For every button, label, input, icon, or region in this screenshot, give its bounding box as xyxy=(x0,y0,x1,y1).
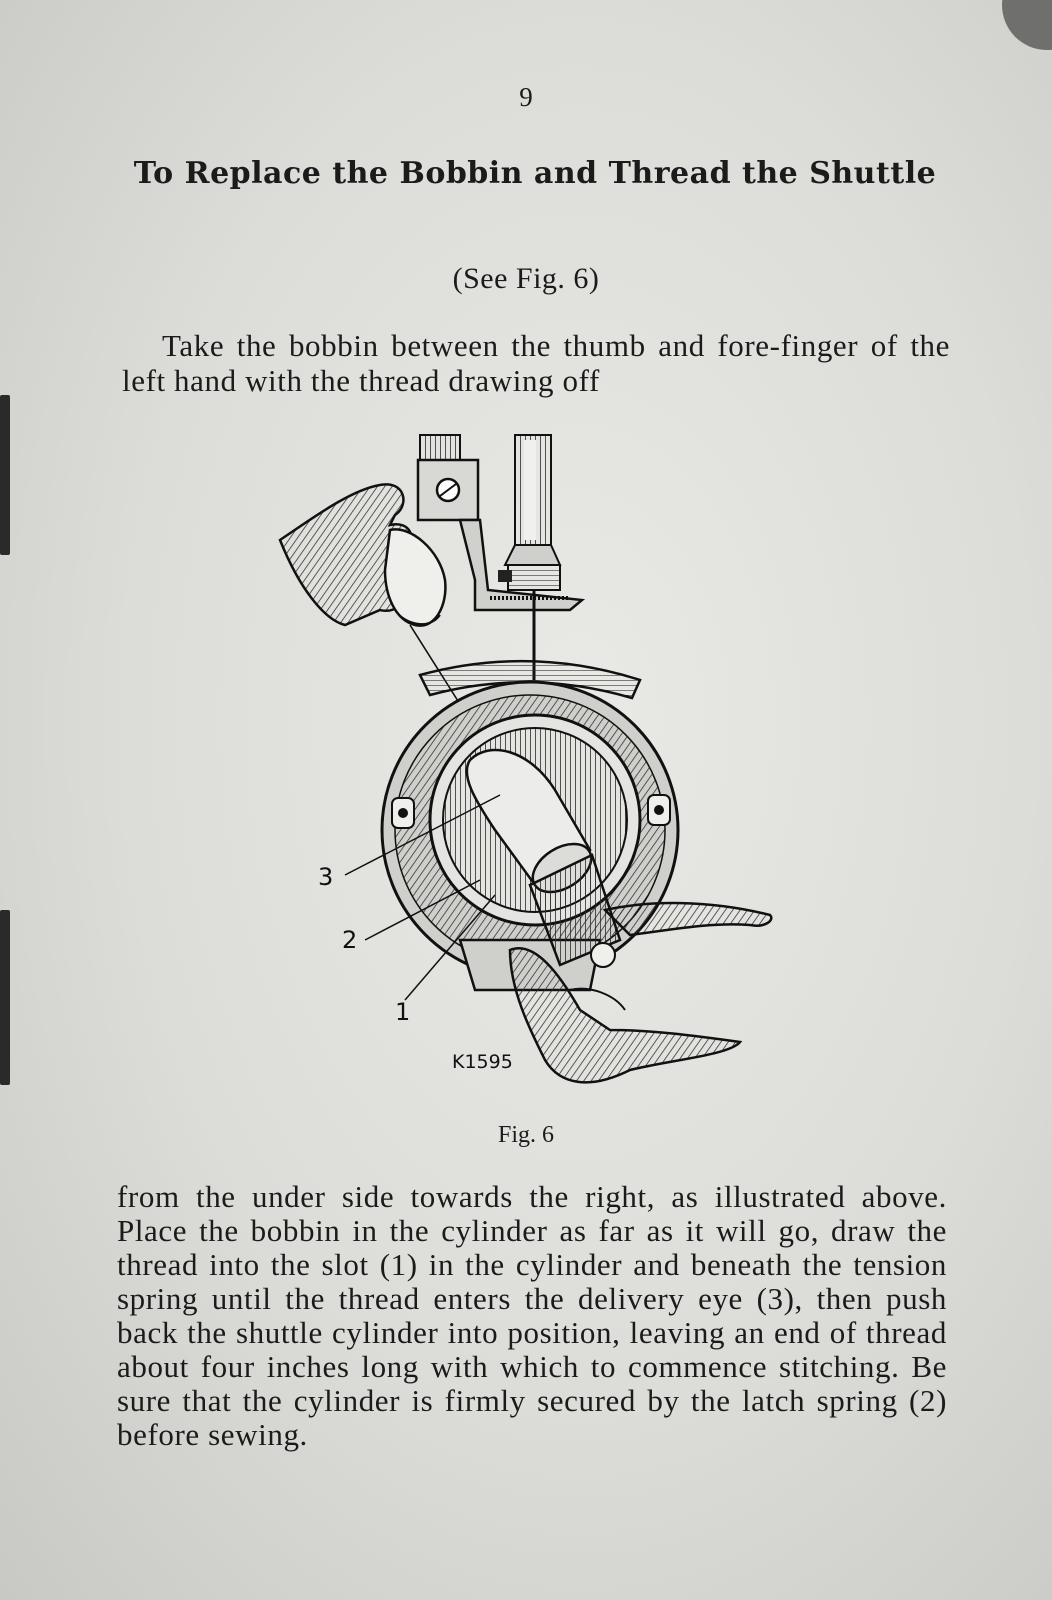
intro-paragraph: Take the bobbin between the thumb and fore-finger of the left hand with the thread drawing off xyxy=(122,328,950,398)
body-paragraph: from the under side towards the right, as illustrated above. Place the bobbin in the cylinder as far as it will go, draw the thread into the slot (1) in the cylinder and beneath the tension spring until the thread enters the delivery eye (3), then push back the shuttle cylinder into position, leaving an end of thread about four inches long with which to commence stitching. Be sure that the cylinder is firmly secured by the latch spring (2) before sewing. xyxy=(117,1179,947,1452)
section-title: To Replace the Bobbin and Thread the Shuttle xyxy=(133,156,937,191)
figure-code: K1595 xyxy=(452,1051,513,1073)
figure-6-illustration xyxy=(270,430,790,1110)
page-number: 9 xyxy=(519,82,533,112)
callout-label-3: 3 xyxy=(318,863,334,891)
binding-mark xyxy=(0,395,10,555)
figure-caption: Fig. 6 xyxy=(497,1122,554,1148)
callout-label-1: 1 xyxy=(395,998,411,1026)
binding-mark xyxy=(0,910,10,1085)
figure-reference: (See Fig. 6) xyxy=(452,262,600,295)
callout-label-2: 2 xyxy=(342,926,358,954)
page-corner xyxy=(1002,0,1052,50)
